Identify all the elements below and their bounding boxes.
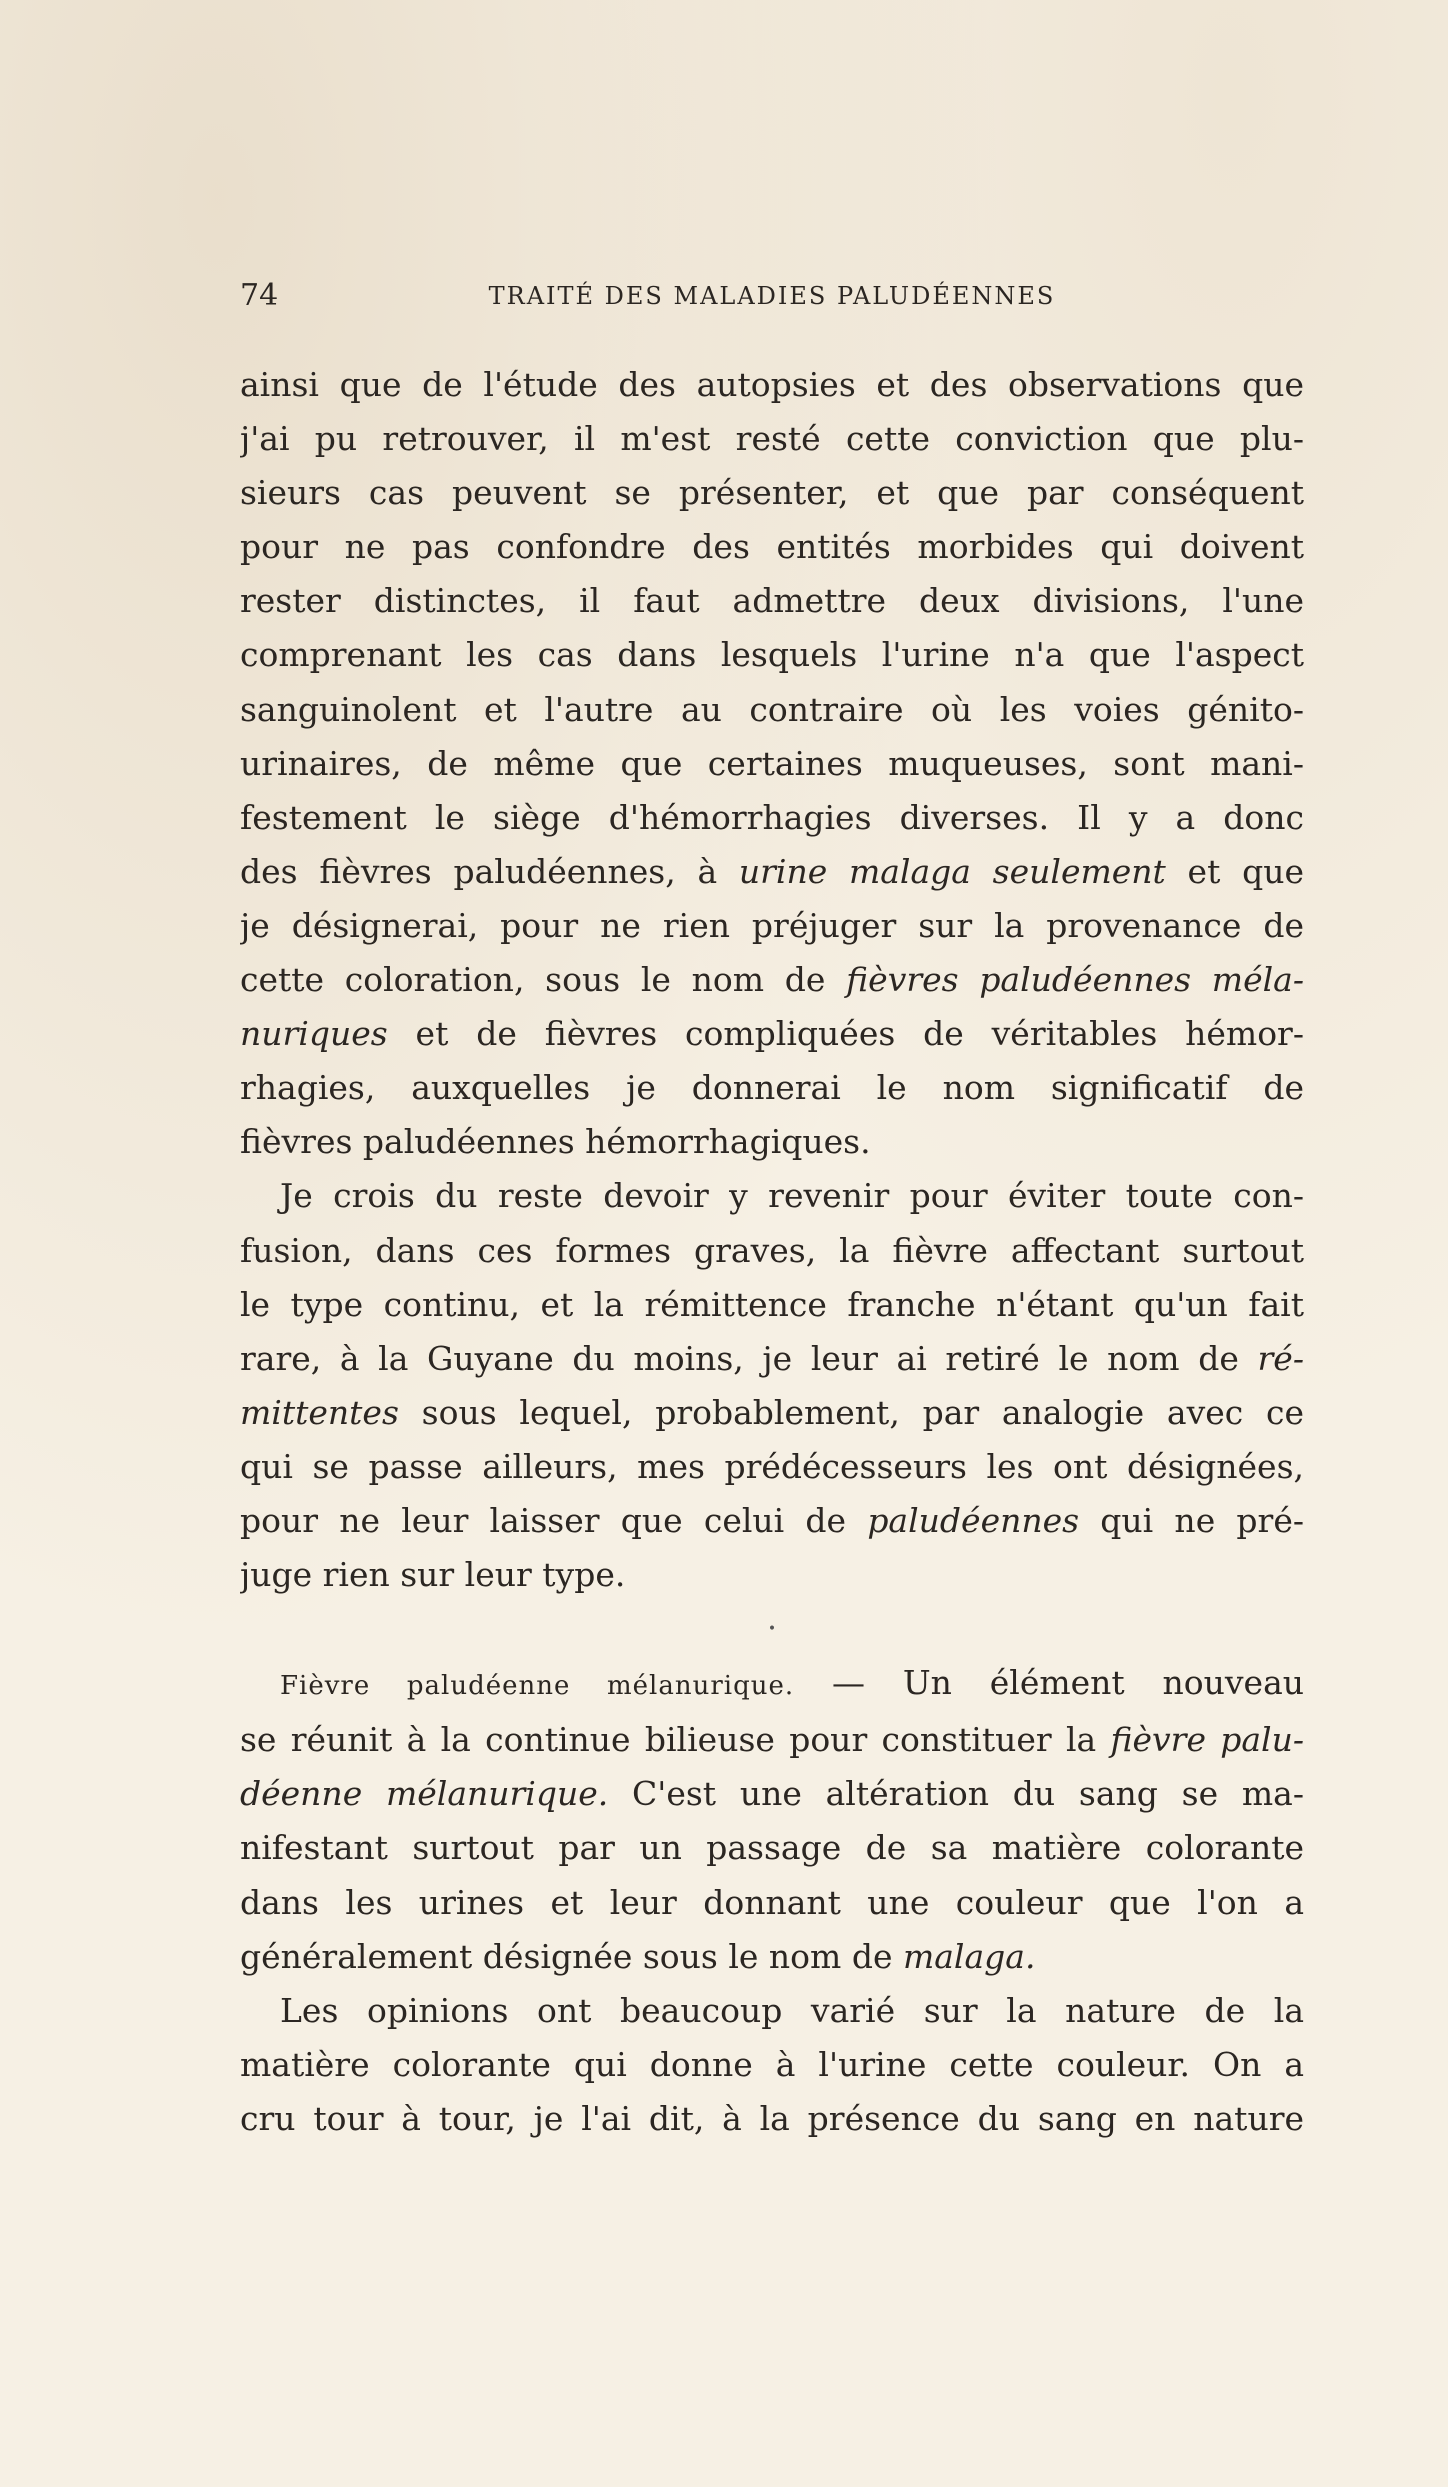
- text-segment: cette coloration, sous le nom de: [240, 960, 847, 1000]
- text-line: [240, 1767, 1304, 1821]
- text-segment: rare, à la Guyane du moins, je leur ai retiré le nom de: [240, 1338, 1258, 1378]
- text-line: fusion, dans ces formes graves, la fièvre affectant surtout: [240, 1230, 1304, 1270]
- section-heading-line: [240, 1656, 1304, 1713]
- section-heading: Fièvre paludéenne mélanurique.: [280, 1671, 795, 1702]
- text-line: [240, 1494, 1304, 1548]
- text-line: matière colorante qui donne à l'urine cette couleur. On a: [240, 2044, 1304, 2084]
- text-line: le type continu, et la rémittence franche n'étant qu'un fait: [240, 1284, 1304, 1324]
- text-segment: des fièvres paludéennes, à: [240, 851, 739, 891]
- text-line: je désignerai, pour ne rien préjuger sur la provenance de: [240, 905, 1304, 945]
- text-line: rester distinctes, il faut admettre deux divisions, l'une: [240, 581, 1304, 621]
- text-line: [240, 1713, 1304, 1767]
- text-line: nifestant surtout par un passage de sa matière colorante: [240, 1828, 1304, 1868]
- text-segment: se réunit à la continue bilieuse pour constituer la: [240, 1720, 1111, 1760]
- running-title: TRAITÉ DES MALADIES PALUDÉENNES: [488, 282, 1056, 310]
- italic-phrase: mittentes: [240, 1392, 399, 1432]
- italic-phrase: ré-: [1257, 1338, 1304, 1378]
- text-segment: sous lequel, probablement, par analogie avec ce: [398, 1392, 1304, 1432]
- section-ornament: •: [767, 1621, 777, 1638]
- italic-phrase: malaga.: [902, 1936, 1036, 1976]
- text-segment: C'est une altération du sang se ma-: [608, 1774, 1304, 1814]
- text-line: festement le siège d'hémorrhagies diverses. Il y a donc: [240, 797, 1304, 837]
- text-line: [240, 845, 1304, 899]
- text-segment: pour ne leur laisser que celui de: [240, 1500, 868, 1540]
- text-line: [240, 1007, 1304, 1061]
- text-line: urinaires, de même que certaines muqueuses, sont mani-: [240, 743, 1304, 783]
- italic-phrase: nuriques: [240, 1014, 388, 1054]
- text-segment: — Un élément nouveau: [794, 1663, 1304, 1703]
- text-line: comprenant les cas dans lesquels l'urine n'a que l'aspect: [240, 635, 1304, 675]
- text-line: sanguinolent et l'autre au contraire où les voies génito-: [240, 689, 1304, 729]
- text-segment: et de fièvres compliquées de véritables hémor-: [387, 1014, 1304, 1054]
- text-line: [240, 1332, 1304, 1386]
- italic-phrase: urine malaga seulement: [738, 851, 1166, 891]
- italic-phrase: fièvre palu-: [1110, 1720, 1304, 1760]
- italic-phrase: déenne mélanurique.: [240, 1774, 609, 1814]
- text-line: qui se passe ailleurs, mes prédécesseurs les ont désignées,: [240, 1446, 1304, 1486]
- text-line: [240, 953, 1304, 1007]
- text-segment: qui ne pré-: [1079, 1500, 1304, 1540]
- text-line: j'ai pu retrouver, il m'est resté cette conviction que plu-: [240, 419, 1304, 459]
- text-segment: généralement désignée sous le nom de: [240, 1936, 903, 1976]
- page-number: 74: [240, 278, 279, 313]
- text-line: dans les urines et leur donnant une couleur que l'on a: [240, 1882, 1304, 1922]
- text-line: sieurs cas peuvent se présenter, et que par conséquent: [240, 473, 1304, 513]
- italic-phrase: paludéennes: [867, 1500, 1080, 1540]
- text-line: pour ne pas confondre des entités morbides qui doivent: [240, 527, 1304, 567]
- page-body: [240, 358, 1304, 2146]
- text-segment: et que: [1165, 851, 1304, 891]
- text-line: Les opinions ont beaucoup varié sur la nature de la: [280, 1990, 1304, 2030]
- text-line: juge rien sur leur type.: [240, 1555, 626, 1595]
- page-header: [240, 276, 1304, 316]
- text-line: Je crois du reste devoir y revenir pour éviter toute con-: [280, 1176, 1304, 1216]
- text-line: [240, 1930, 1304, 1984]
- text-line: cru tour à tour, je l'ai dit, à la présence du sang en nature: [240, 2098, 1304, 2138]
- text-line: rhagies, auxquelles je donnerai le nom significatif de: [240, 1068, 1304, 1108]
- text-line: ainsi que de l'étude des autopsies et des observations que: [240, 365, 1304, 404]
- italic-phrase: fièvres paludéennes méla-: [846, 960, 1304, 1000]
- text-line: fièvres paludéennes hémorrhagiques.: [240, 1122, 871, 1162]
- text-line: [240, 1386, 1304, 1440]
